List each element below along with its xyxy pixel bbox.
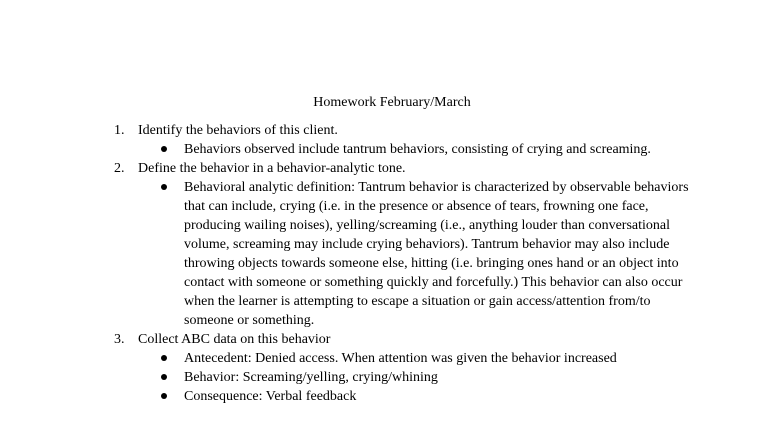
- bullet-item: [0, 368, 784, 387]
- numbered-list: [0, 121, 784, 406]
- item-number: 3.: [114, 332, 125, 347]
- item-number: 2.: [114, 161, 125, 176]
- item-number: 1.: [114, 123, 125, 138]
- bullet-dot-icon: [161, 355, 167, 361]
- list-item-1: [0, 121, 784, 159]
- bullet-item: [0, 140, 784, 159]
- bullet-item: [0, 387, 784, 406]
- bullet-text: Behavior: Screaming/yelling, crying/whining: [184, 370, 438, 385]
- bullet-dot-icon: [161, 393, 167, 399]
- bullet-text: Behaviors observed include tantrum behaviors, consisting of crying and screaming.: [184, 142, 651, 157]
- bullet-item: [0, 178, 784, 330]
- item-text: Collect ABC data on this behavior: [138, 332, 331, 347]
- item-text: Identify the behaviors of this client.: [138, 123, 338, 138]
- list-item-3: [0, 330, 784, 406]
- bullet-dot-icon: [161, 374, 167, 380]
- item-text: Define the behavior in a behavior-analytic tone.: [138, 161, 406, 176]
- bullet-text: Consequence: Verbal feedback: [184, 389, 357, 404]
- bullet-text: Behavioral analytic definition: Tantrum behavior is characterized by observable behaviors that can include, crying (i.e. in the presence or absence of tears, frowning one face, producing wailing noises), yelling/screaming (i.e., anything louder than conversational volume, screaming may include crying behaviors). Tantrum behavior may also include throwing objects towards someone else, hitting (i.e. bringing ones hand or an object into contact with someone or something quickly and forcefully.) This behavior can also occur when the learner is attempting to escape a situation or gain access/attention from/to someone or something.: [184, 180, 689, 328]
- bullet-item: [0, 349, 784, 368]
- bullet-dot-icon: [161, 146, 167, 152]
- bullet-list: [0, 140, 784, 159]
- bullet-list: [0, 349, 784, 406]
- bullet-dot-icon: [161, 184, 167, 190]
- bullet-list: [0, 178, 784, 330]
- document-title: Homework February/March: [313, 95, 471, 110]
- list-item-2: [0, 159, 784, 330]
- bullet-text: Antecedent: Denied access. When attention was given the behavior increased: [184, 351, 617, 366]
